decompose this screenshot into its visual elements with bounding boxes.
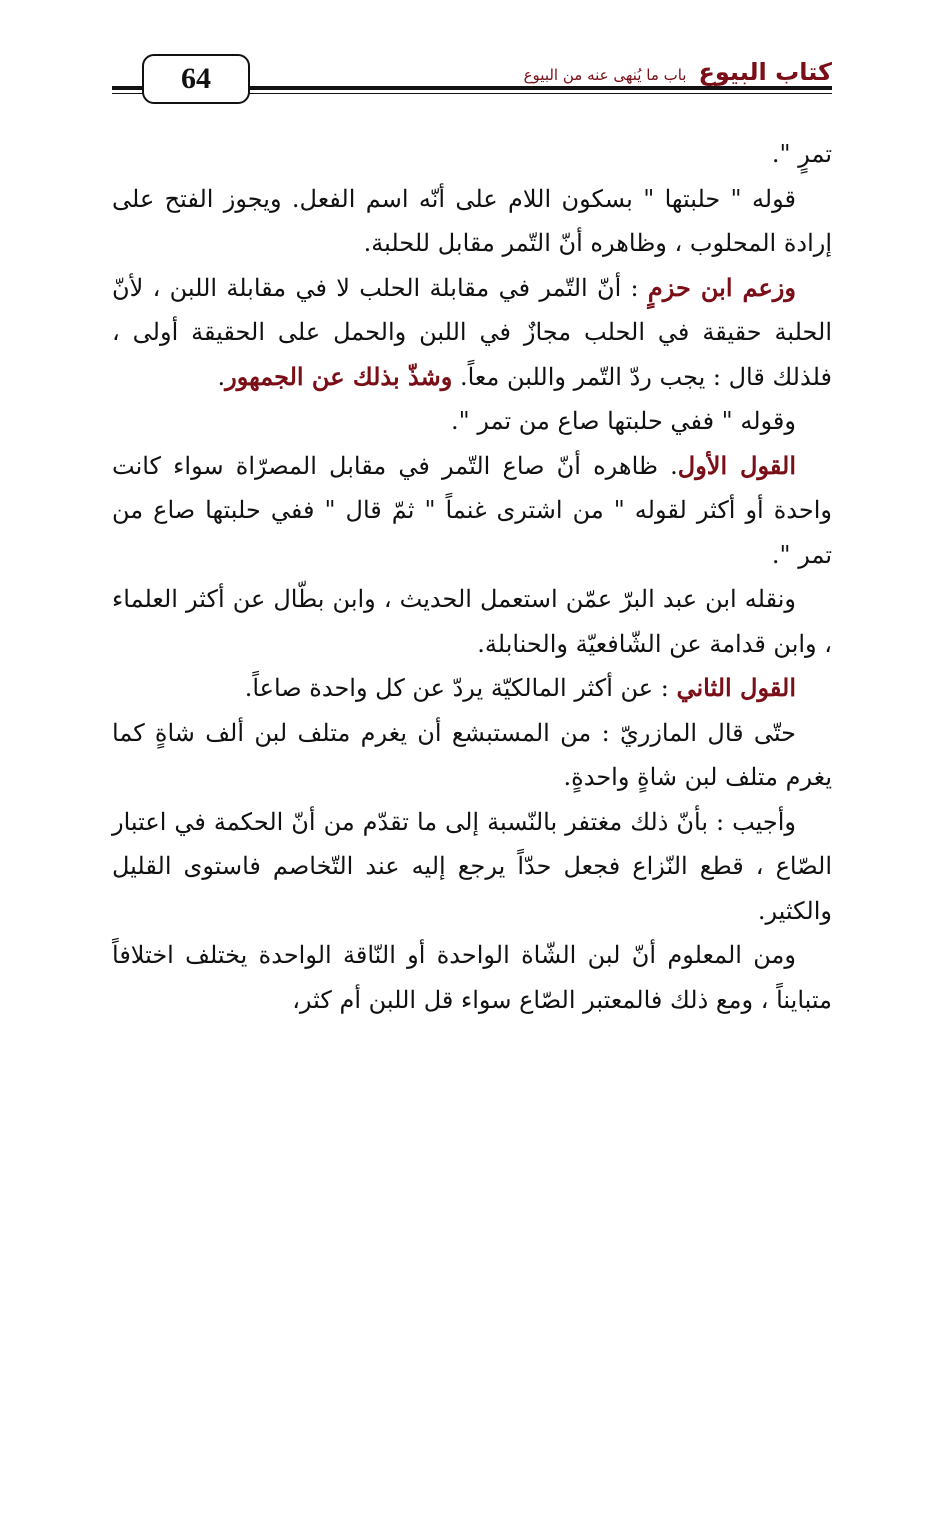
paragraph-7: القول الثاني : عن أكثر المالكيّة يردّ عن كل واحدة صاعاً. <box>244 673 796 702</box>
paragraph-6: ونقله ابن عبد البرّ عمّن استعمل الحديث ، وابن بطّال عن أكثر العلماء ، وابن قدامة عن الشّافعيّة والحنابلة. <box>112 585 832 658</box>
paragraph-3: وزعم ابن حزمٍ : أنّ التّمر في مقابلة الحلب لا في مقابلة اللبن ، لأنّ الحلبة حقيقة في الحلب مجازٌ في اللبن والحمل على الحقيقة أولى ، فلذلك قال : يجب ردّ التّمر واللبن معاً. وشذّ بذلك عن الجمهور. <box>112 272 832 391</box>
paragraph-5: القول الأول. ظاهره أنّ صاع التّمر في مقابل المصرّاة سواء كانت واحدة أو أكثر لقوله " من اشترى غنماً " ثمّ قال " ففي حلبتها صاع من تمر ". <box>112 450 832 569</box>
paragraph-8: حتّى قال المازريّ : من المستبشع أن يغرم متلف لبن ألف شاةٍ كما يغرم متلف لبن شاةٍ واحدةٍ. <box>112 718 832 791</box>
highlight-term: القول الثاني <box>676 673 796 702</box>
paragraph-4: وقوله " ففي حلبتها صاع من تمر ". <box>451 407 796 435</box>
highlight-term: القول الأول <box>677 450 796 480</box>
header-titles <box>524 50 832 84</box>
book-title: كتاب البيوع <box>698 58 832 86</box>
page-number: 64 <box>142 54 250 104</box>
chapter-title: باب ما يُنهى عنه من البيوع <box>523 66 687 84</box>
paragraph-9: وأجيب : بأنّ ذلك مغتفر بالنّسبة إلى ما تقدّم من أنّ الحكمة في اعتبار الصّاع ، قطع النّزاع فجعل حدّاً يرجع إليه عند التّخاصم فاستوى القليل والكثير. <box>112 807 832 925</box>
paragraph-2: قوله " حلبتها " بسكون اللام على أنّه اسم الفعل. ويجوز الفتح على إرادة المحلوب ، وظاهره أنّ التّمر مقابل للحلبة. <box>112 184 832 257</box>
highlight-term: وشذّ بذلك عن الجمهور <box>225 361 453 391</box>
paragraph-10: ومن المعلوم أنّ لبن الشّاة الواحدة أو النّاقة الواحدة يختلف اختلافاً متبايناً ، ومع ذلك فالمعتبر الصّاع سواء قل اللبن أم كثر، <box>112 941 832 1014</box>
page-header <box>112 50 832 110</box>
page-body <box>112 132 832 1022</box>
paragraph-1: تمرٍ ". <box>771 140 832 168</box>
highlight-term: وزعم ابن حزمٍ <box>647 272 796 302</box>
